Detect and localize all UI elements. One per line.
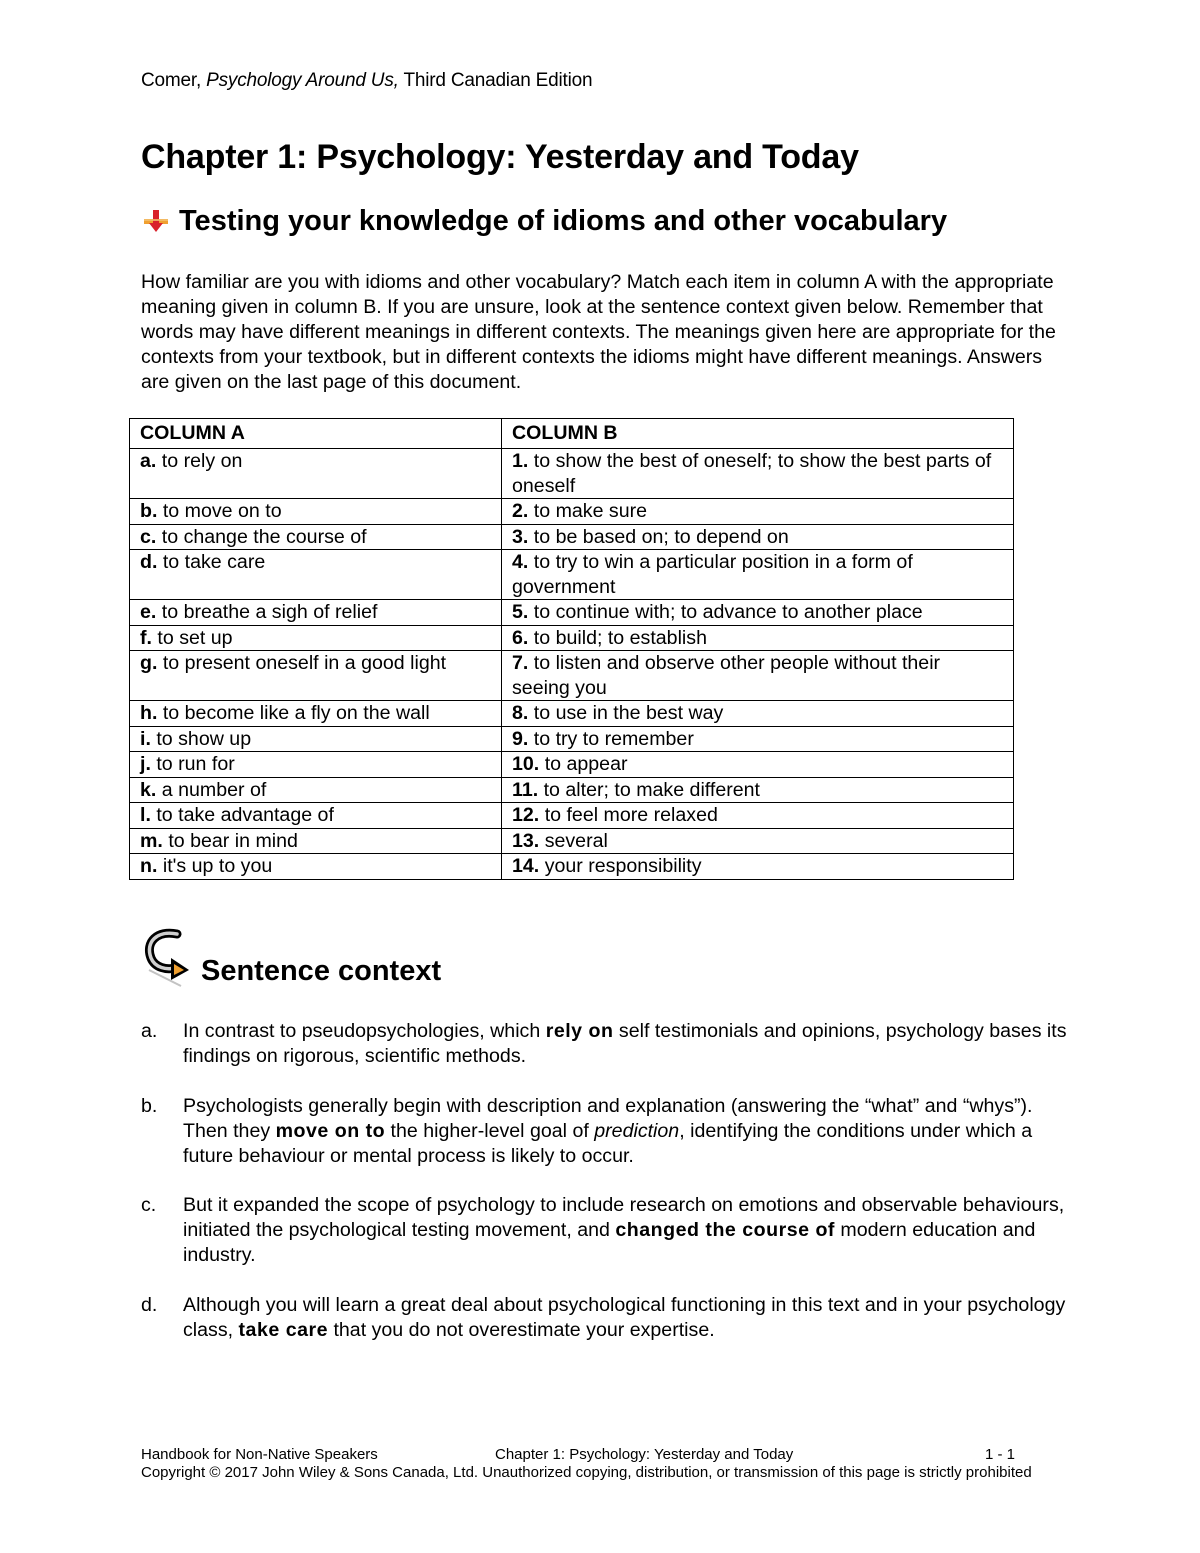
column-b-cell — [502, 625, 1014, 651]
column-a-cell — [130, 600, 502, 626]
column-b-cell — [502, 499, 1014, 525]
idiom-highlight: changed the course of — [615, 1219, 835, 1241]
sentence-fragment: But it expanded the scope of psychology to include research on emotions and observable behaviours, initiated the psychological testing movement, and — [183, 1194, 1065, 1241]
down-arrow-bullet-icon — [141, 207, 171, 237]
header-book-title: Psychology Around Us, — [206, 70, 399, 91]
table-row — [130, 777, 1014, 803]
item-key: 8. — [512, 702, 529, 724]
item-text: to show up — [150, 727, 252, 750]
context-heading — [141, 928, 441, 988]
item-text: to alter; to make different — [538, 778, 760, 801]
item-text: to run for — [150, 753, 235, 775]
item-text: to try to remember — [528, 727, 694, 750]
item-key: 9. — [512, 727, 529, 750]
sentence-fragment: self testimonials and opinions, psychology bases its findings on rigorous, scientific methods. — [183, 1020, 1067, 1067]
chapter-title: Chapter 1: Psychology: Yesterday and Today — [141, 138, 859, 176]
item-key: 14. — [512, 855, 540, 877]
item-key: k. — [140, 778, 157, 801]
sentence-fragment: that you do not overestimate your expertise. — [328, 1318, 715, 1341]
column-b-cell — [502, 701, 1014, 727]
item-text: to breathe a sigh of relief — [156, 601, 378, 623]
sentence-letter: d. — [141, 1293, 158, 1316]
item-key: g. — [140, 652, 158, 674]
column-a-cell — [130, 550, 502, 600]
page-header — [141, 70, 592, 92]
item-text: to build; to establish — [528, 626, 707, 649]
item-key: n. — [140, 855, 158, 877]
column-b-cell — [502, 550, 1014, 600]
column-b-cell — [502, 803, 1014, 829]
section-heading — [141, 205, 947, 238]
idiom-highlight: rely on — [545, 1020, 614, 1042]
item-text: to move on to — [157, 500, 282, 522]
sentence-fragment: Psychologists generally begin with description and explanation (answering the “what” and “whys”). Then they — [183, 1094, 1033, 1142]
table-row — [130, 828, 1014, 854]
sentence-text — [183, 1019, 1071, 1069]
column-b-cell — [502, 600, 1014, 626]
sentence-fragment: , identifying the conditions under which a future behaviour or mental process is likely to occur. — [183, 1119, 1033, 1167]
sentence-fragment: the higher-level goal of — [385, 1119, 595, 1142]
column-b-cell — [502, 854, 1014, 880]
item-text: to listen and observe other people without their seeing you — [512, 652, 941, 699]
item-key: f. — [140, 626, 152, 649]
item-key: 12. — [512, 804, 540, 826]
sentence-text — [183, 1094, 1071, 1169]
column-b-cell — [502, 524, 1014, 550]
table-row — [130, 524, 1014, 550]
item-key: 2. — [512, 500, 529, 522]
column-a-cell — [130, 854, 502, 880]
item-key: 1. — [512, 450, 529, 472]
item-key: h. — [140, 702, 158, 724]
column-b-header: COLUMN B — [502, 419, 1014, 449]
sentence-item — [141, 1019, 1071, 1069]
item-text: to make sure — [528, 500, 648, 522]
sentence-item — [141, 1193, 1071, 1268]
item-text: to use in the best way — [528, 702, 724, 724]
column-a-cell — [130, 449, 502, 499]
column-a-cell — [130, 803, 502, 829]
vocabulary-table — [129, 418, 1014, 880]
column-a-cell — [130, 828, 502, 854]
item-text: to show the best of oneself; to show the best parts of oneself — [512, 450, 992, 497]
column-a-cell — [130, 777, 502, 803]
item-key: 5. — [512, 601, 529, 623]
item-text: a number of — [156, 778, 267, 801]
item-text: to present oneself in a good light — [157, 652, 447, 674]
item-key: 10. — [512, 753, 540, 775]
item-key: e. — [140, 601, 157, 623]
table-row — [130, 625, 1014, 651]
item-key: a. — [140, 450, 157, 472]
footer-handbook: Handbook for Non-Native Speakers — [141, 1446, 378, 1463]
table-row — [130, 854, 1014, 880]
sentence-item — [141, 1293, 1071, 1343]
emphasis-text: prediction — [594, 1119, 680, 1142]
column-b-cell — [502, 752, 1014, 778]
footer-copyright: Copyright © 2017 John Wiley & Sons Canada, Ltd. Unauthorized copying, distribution, or transmission of this page is strictly prohibited — [141, 1464, 1032, 1481]
sentence-fragment: modern education and industry. — [183, 1219, 1036, 1266]
item-key: 6. — [512, 626, 529, 649]
sentence-fragment: Although you will learn a great deal about psychological functioning in this text and in your psychology class, — [183, 1293, 1066, 1341]
column-a-cell — [130, 651, 502, 701]
item-key: 11. — [512, 778, 539, 801]
curved-arrow-icon — [141, 928, 195, 988]
item-key: m. — [140, 829, 163, 852]
item-text: it's up to you — [157, 855, 273, 877]
item-text: to rely on — [156, 450, 243, 472]
item-text: to set up — [151, 626, 233, 649]
vocabulary-table-body — [130, 449, 1014, 880]
item-text: to be based on; to depend on — [528, 525, 789, 548]
column-a-cell — [130, 625, 502, 651]
sentence-fragment: In contrast to pseudopsychologies, which — [183, 1020, 546, 1042]
item-key: l. — [140, 804, 151, 826]
table-row — [130, 499, 1014, 525]
column-b-cell — [502, 828, 1014, 854]
column-b-cell — [502, 651, 1014, 701]
page-footer — [141, 1446, 1081, 1482]
intro-paragraph: How familiar are you with idioms and other vocabulary? Match each item in column A with the appropriate meaning given in column B. If you are unsure, look at the sentence context given below. Remember that words may have different meanings in different contexts. The meanings given here are appropriate for the contexts from your textbook, but in different contexts the idioms might have different meanings. Answers are given on the last page of this document. — [141, 271, 1056, 393]
header-edition: Third Canadian Edition — [398, 70, 593, 91]
item-text: to continue with; to advance to another place — [528, 601, 923, 623]
item-key: 4. — [512, 551, 529, 573]
item-key: i. — [140, 727, 151, 750]
footer-chapter: Chapter 1: Psychology: Yesterday and Today — [495, 1446, 794, 1463]
item-text: to take advantage of — [150, 804, 334, 826]
sentence-letter: b. — [141, 1094, 158, 1117]
sentence-letter: a. — [141, 1020, 158, 1042]
item-key: c. — [140, 525, 157, 548]
item-text: to try to win a particular position in a form of government — [512, 551, 913, 598]
table-row — [130, 701, 1014, 727]
item-text: to bear in mind — [162, 829, 298, 852]
column-a-cell — [130, 726, 502, 752]
item-key: b. — [140, 500, 158, 522]
item-key: j. — [140, 753, 151, 775]
item-text: to appear — [539, 753, 628, 775]
table-row — [130, 803, 1014, 829]
item-text: your responsibility — [539, 855, 702, 877]
idiom-highlight: move on to — [275, 1119, 386, 1142]
section-heading-text: Testing your knowledge of idioms and other vocabulary — [179, 205, 948, 237]
item-key: 7. — [512, 652, 529, 674]
table-row — [130, 550, 1014, 600]
sentence-item — [141, 1094, 1071, 1169]
column-a-cell — [130, 524, 502, 550]
column-a-cell — [130, 752, 502, 778]
column-b-cell — [502, 449, 1014, 499]
sentence-letter: c. — [141, 1194, 157, 1216]
table-header-row — [130, 419, 1014, 449]
item-text: to change the course of — [156, 525, 367, 548]
item-key: 13. — [512, 829, 540, 852]
table-row — [130, 600, 1014, 626]
sentence-text — [183, 1193, 1071, 1268]
sentence-text — [183, 1293, 1071, 1343]
column-a-cell — [130, 701, 502, 727]
item-key: 3. — [512, 525, 529, 548]
item-text: to feel more relaxed — [539, 804, 718, 826]
idiom-highlight: take care — [238, 1318, 329, 1341]
item-key: d. — [140, 551, 158, 573]
table-row — [130, 651, 1014, 701]
column-a-cell — [130, 499, 502, 525]
header-author: Comer, — [141, 70, 207, 91]
item-text: several — [539, 829, 608, 852]
column-a-header: COLUMN A — [130, 419, 502, 449]
column-b-cell — [502, 726, 1014, 752]
table-row — [130, 752, 1014, 778]
item-text: to take care — [157, 551, 266, 573]
table-row — [130, 449, 1014, 499]
item-text: to become like a fly on the wall — [157, 702, 430, 724]
column-b-cell — [502, 777, 1014, 803]
table-row — [130, 726, 1014, 752]
context-heading-text: Sentence context — [201, 955, 442, 987]
footer-page-number: 1 - 1 — [985, 1446, 1016, 1463]
sentence-context-list — [141, 1019, 1071, 1367]
